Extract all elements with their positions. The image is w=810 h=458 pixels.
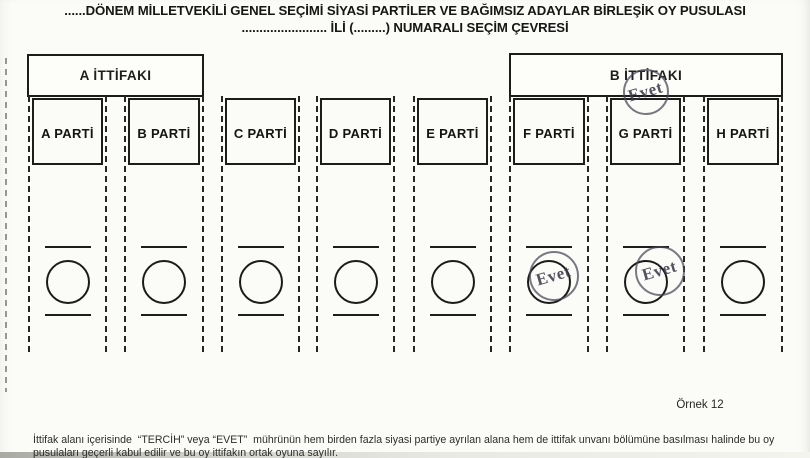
party-name: H PARTİ [716,125,770,141]
seal-line-bottom [45,314,91,316]
seal-line-bottom [720,314,766,316]
footnote-line2: pusulaları geçerli kabul edilir ve bu oy ittifakın ortak oyuna sayılır. [33,447,339,458]
seal-line-top [45,246,91,248]
ballot-column-d [316,96,395,352]
evet-stamp-party-f [529,251,579,301]
seal-line-top [333,246,379,248]
party-name: C PARTİ [233,125,288,141]
party-name: A PARTİ [41,125,94,141]
vote-circle-e [431,260,475,304]
evet-stamp-text: Evet [626,77,666,106]
alliance-a-header [27,54,204,97]
example-number-label: Örnek 12 [676,399,724,411]
party-name-box [513,98,585,165]
evet-stamp-alliance-b [623,69,669,115]
party-name-box [320,98,391,165]
seal-line-bottom [430,314,476,316]
ballot-title-line1: ......DÖNEM MİLLETVEKİLİ GENEL SEÇİMİ SİYASİ PARTİLER VE BAĞIMSIZ ADAYLAR BİRLEŞİK OY PUSULASI [64,3,746,18]
evet-stamp-text: Evet [640,256,680,285]
alliance-a-label: A İTTİFAKI [79,68,152,83]
seal-line-bottom [333,314,379,316]
vote-circle-h [721,260,765,304]
seal-line-bottom [238,314,284,316]
ballot-column-f [509,96,589,352]
ballot-title-line2: ........................ İLİ (.........) NUMARALI SEÇİM ÇEVRESİ [241,20,569,35]
seal-line-top [141,246,187,248]
evet-stamp-text: Evet [534,261,574,290]
vote-circle-c [239,260,283,304]
footnote-line1: İttifak alanı içerisinde “TERCİH” veya “EVET” mührünün hem birden fazla siyasi partiye ayrılan alana hem de ittifak unvanı bölümüne basılması halinde bu oy [33,434,775,446]
vote-circle-a [46,260,90,304]
ballot-column-e [413,96,492,352]
seal-line-top [720,246,766,248]
seal-line-top [430,246,476,248]
party-name: D PARTİ [328,125,383,141]
ballot-column-h [703,96,783,352]
party-name-box [32,98,103,165]
alliance-b-label: B İTTİFAKI [609,67,683,83]
party-name-box [128,98,200,165]
seal-line-bottom [623,314,669,316]
party-name: B PARTİ [137,125,191,141]
seal-line-bottom [141,314,187,316]
vote-circle-d [334,260,378,304]
seal-line-bottom [526,314,572,316]
party-name: G PARTİ [618,125,673,141]
seal-line-top [238,246,284,248]
party-name: F PARTİ [523,125,575,141]
vote-circle-b [142,260,186,304]
ballot-column-a [28,96,107,352]
party-name-box [417,98,488,165]
ballot-column-c [221,96,300,352]
party-name-box [225,98,296,165]
ballot-column-g [606,96,685,352]
scan-edge-artifact [5,58,7,392]
ballot-column-b [124,96,204,352]
seal-line-top [526,246,572,248]
party-name-box [707,98,779,165]
party-name: E PARTİ [426,125,479,141]
evet-stamp-party-g [635,246,685,296]
